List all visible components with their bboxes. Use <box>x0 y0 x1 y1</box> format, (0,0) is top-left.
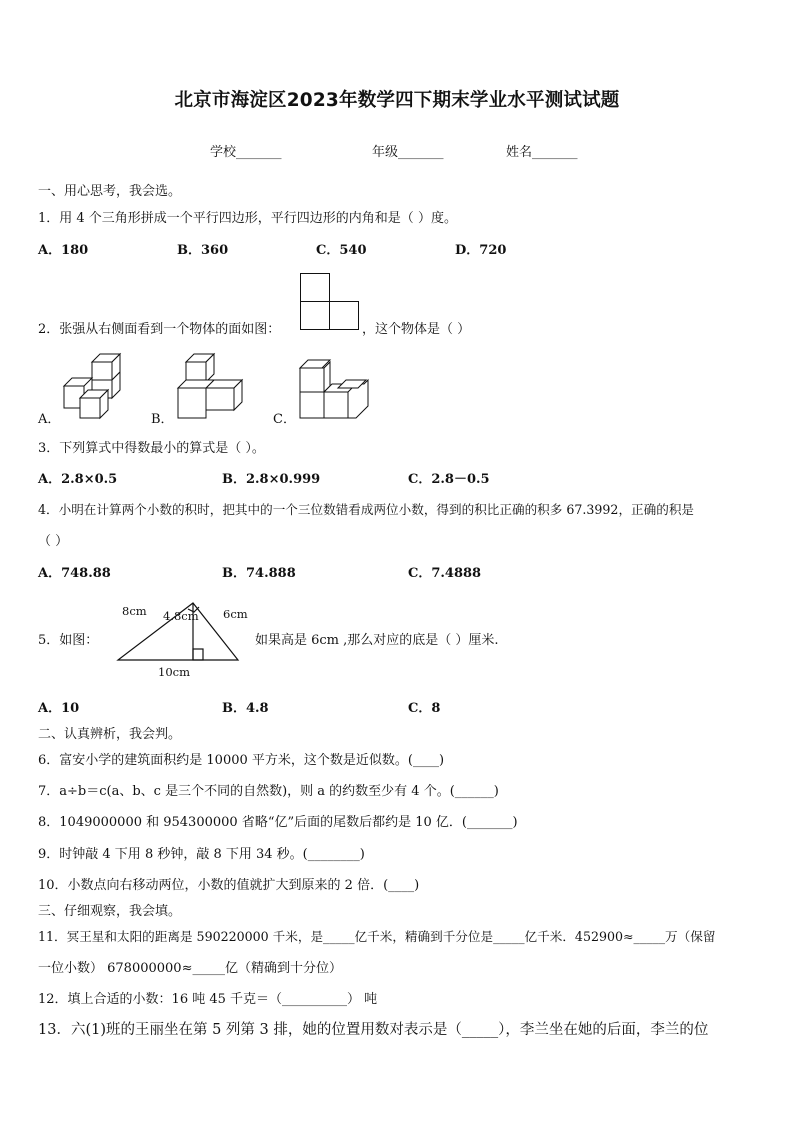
right-side-view-figure <box>300 273 360 331</box>
question-10: 10．小数点向右移动两位，小数的值就扩大到原来的 2 倍．(____) <box>38 878 420 893</box>
q1-option-a[interactable]: A．180 <box>38 243 89 258</box>
question-9: 9．时钟敲 4 下用 8 秒钟，敲 8 下用 34 秒。(________) <box>38 847 365 862</box>
cube-figure-c <box>298 358 370 420</box>
q3-option-c[interactable]: C．2.8－0.5 <box>408 472 490 487</box>
question-5-suffix: 如果高是 6cm ,那么对应的底是（ ）厘米. <box>255 633 499 648</box>
q3-option-a[interactable]: A．2.8×0.5 <box>38 472 118 487</box>
question-4-cont: （ ） <box>38 534 69 549</box>
triangle-height-label: 4.8cm <box>163 609 199 623</box>
question-2-text-a: 2．张强从右侧面看到一个物体的面如图： <box>38 322 281 337</box>
q4-option-c[interactable]: C．7.4888 <box>408 566 482 581</box>
question-4: 4．小明在计算两个小数的积时，把其中的一个三位数错看成两位小数，得到的积比正确的积多 67.3992，正确的积是 <box>38 502 695 517</box>
question-11-line-2: 一位小数） 678000000≈_____亿（精确到十分位） <box>38 961 342 976</box>
question-7: 7．a÷b＝c(a、b、c 是三个不同的自然数)，则 a 的约数至少有 4 个。(______) <box>38 784 499 799</box>
page-title: 北京市海淀区2023年数学四下期末学业水平测试试题 <box>174 90 620 111</box>
triangle-right-side-label: 6cm <box>223 607 248 621</box>
q1-option-d[interactable]: D．720 <box>455 243 507 258</box>
q4-option-a[interactable]: A．748.88 <box>38 566 111 581</box>
q1-option-c[interactable]: C．540 <box>316 243 367 258</box>
q3-option-b[interactable]: B．2.8×0.999 <box>222 472 321 487</box>
q5-option-b[interactable]: B．4.8 <box>222 701 269 716</box>
section-heading-2: 二、认真辨析，我会判。 <box>38 727 182 742</box>
cube-figure-b <box>176 352 246 420</box>
q5-option-a[interactable]: A．10 <box>38 701 80 716</box>
q5-option-c[interactable]: C．8 <box>408 701 441 716</box>
grade-field[interactable]: 年级_______ <box>372 145 444 160</box>
q2-option-b[interactable]: B． <box>151 412 174 427</box>
question-1: 1．用 4 个三角形拼成一个平行四边形，平行四边形的内角和是（ ）度。 <box>38 211 457 226</box>
q2-option-a[interactable]: A． <box>38 412 61 427</box>
question-8: 8．1049000000 和 954300000 省略“亿”后面的尾数后都约是 10 亿．(_______) <box>38 815 518 830</box>
school-field[interactable]: 学校_______ <box>210 145 282 160</box>
cube-figure-a <box>62 352 124 420</box>
question-13: 13．六(1)班的王丽坐在第 5 列第 3 排，她的位置用数对表示是（_____），李兰坐在她的后面，李兰的位 <box>38 1022 709 1038</box>
section-heading-3: 三、仔细观察，我会填。 <box>38 904 182 919</box>
question-3: 3．下列算式中得数最小的算式是（ ）。 <box>38 441 265 456</box>
question-11-line-1: 11．冥王星和太阳的距离是 590220000 千米，是_____亿千米，精确到千分位是_____亿千米．452900≈_____万（保留 <box>38 929 716 944</box>
question-6: 6．富安小学的建筑面积约是 10000 平方米，这个数是近似数。(____) <box>38 753 445 768</box>
question-12: 12．填上合适的小数：16 吨 45 千克＝（__________） 吨 <box>38 992 378 1007</box>
triangle-left-side-label: 8cm <box>122 604 147 618</box>
q2-option-c[interactable]: C． <box>273 412 296 427</box>
triangle-base-label: 10cm <box>158 665 190 679</box>
q4-option-b[interactable]: B．74.888 <box>222 566 296 581</box>
q1-option-b[interactable]: B．360 <box>177 243 229 258</box>
name-field[interactable]: 姓名_______ <box>506 145 578 160</box>
question-5-prefix: 5．如图： <box>38 633 99 648</box>
question-2-text-b: ，这个物体是（ ） <box>362 322 471 337</box>
section-heading-1: 一、用心思考，我会选。 <box>38 184 182 199</box>
